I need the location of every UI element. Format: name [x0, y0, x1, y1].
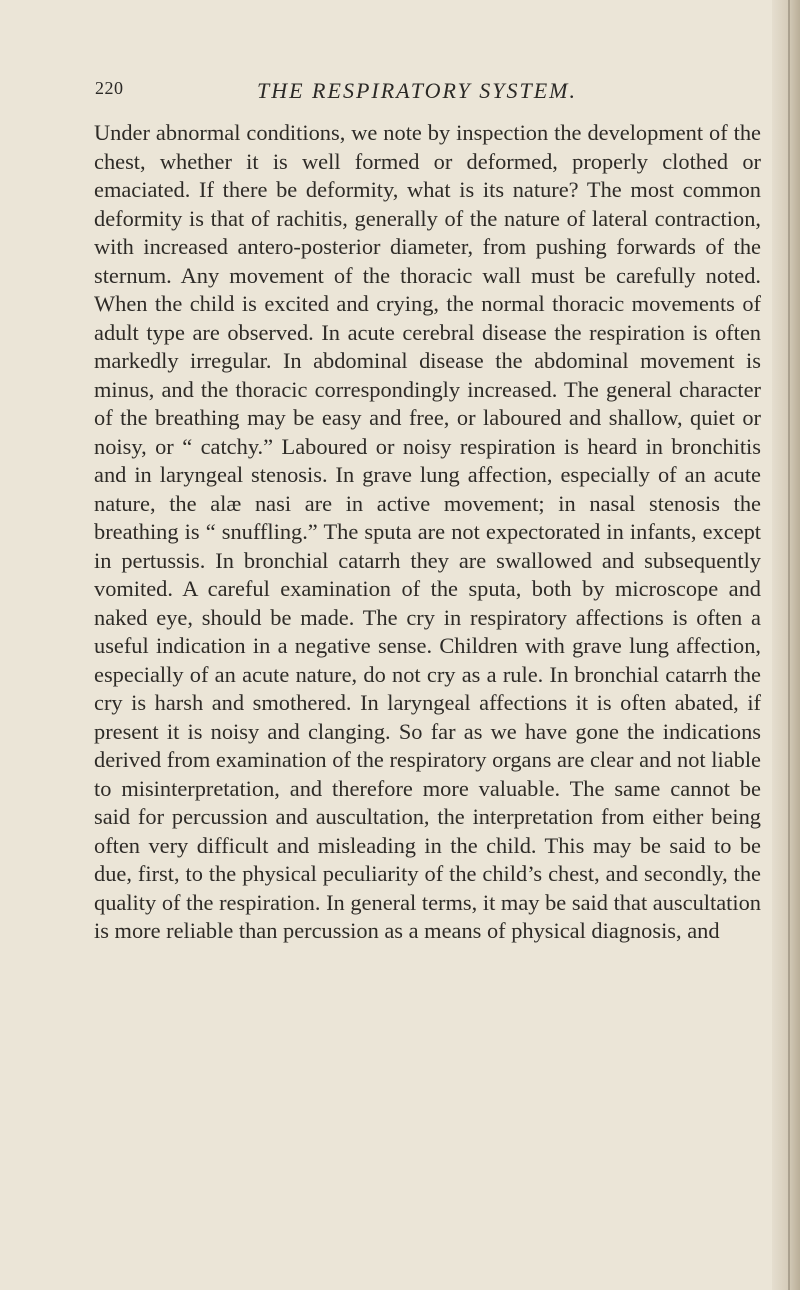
- running-title: THE RESPIRATORY SYSTEM.: [257, 78, 578, 103]
- page-edge-line: [788, 0, 790, 1290]
- page-number: 220: [95, 78, 124, 98]
- page-header: [95, 78, 735, 110]
- body-paragraph: Under abnormal conditions, we note by inspection the development of the chest, whether it is well formed or deformed, properly clothed or emaciated. If there be deformity, what is its nature? The most common deformity is that of rachitis, generally of the nature of lateral contraction, with increased antero-posterior diameter, from pushing forwards of the sternum. Any movement of the thoracic wall must be carefully noted. When the child is excited and crying, the normal thoracic movements of adult type are observed. In acute cerebral disease the respiration is often markedly irregular. In abdominal disease the abdominal movement is minus, and the thoracic correspondingly increased. The general character of the breathing may be easy and free, or laboured and shallow, quiet or noisy, or “ catchy.” Laboured or noisy respiration is heard in bronchitis and in laryngeal stenosis. In grave lung affection, especially of an acute nature, the alæ nasi are in active movement; in nasal stenosis the breathing is “ snuffling.” The sputa are not expectorated in infants, except in pertussis. In bronchial catarrh they are swallowed and subsequently vomited. A careful examination of the sputa, both by microscope and naked eye, should be made. The cry in respiratory affections is often a useful indication in a negative sense. Children with grave lung affection, especially of an acute nature, do not cry as a rule. In bronchial catarrh the cry is harsh and smothered. In laryngeal affections it is often abated, if present it is noisy and clanging. So far as we have gone the indications derived from examination of the respiratory organs are clear and not liable to misinterpretation, and therefore more valuable. The same cannot be said for percussion and auscultation, the interpretation from either being often very difficult and misleading in the child. This may be said to be due, first, to the physical peculiarity of the child’s chest, and secondly, the quality of the respiration. In general terms, it may be said that auscultation is more reliable than percussion as a means of physical diagnosis, and: [94, 120, 761, 943]
- book-gutter-edge: [772, 0, 800, 1290]
